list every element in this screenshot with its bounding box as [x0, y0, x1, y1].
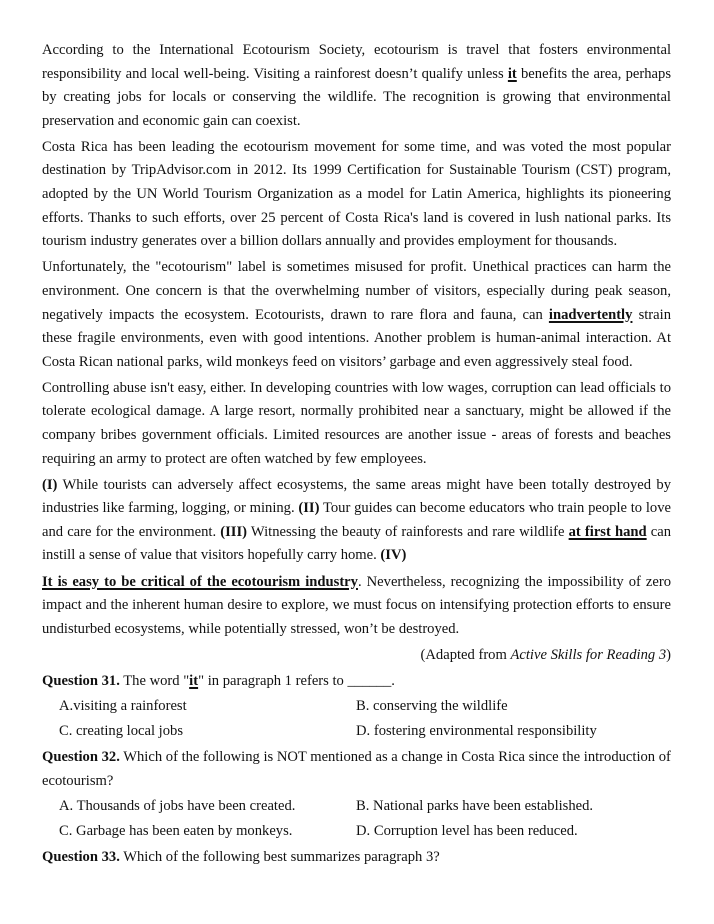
source-citation	[42, 644, 671, 668]
position-marker-II: (II)	[298, 500, 320, 517]
text: While tourists can adversely affect ecosystems, the same areas might have been totally destroyed by industries like farming, logging, or mining.	[42, 476, 671, 517]
text: Which of the following is NOT mentioned as a change in Costa Rica since the introduction of ecotourism?	[42, 748, 671, 790]
question-33	[42, 845, 671, 870]
question-31	[42, 669, 671, 745]
highlighted-sentence: It is easy to be critical of the ecotourism industry	[42, 573, 358, 590]
option-d[interactable]: D. fostering environmental responsibility	[356, 723, 597, 740]
passage-paragraph-3	[42, 256, 671, 374]
question-32	[42, 745, 671, 845]
position-marker-IV: (IV)	[380, 547, 407, 564]
question-stem	[42, 669, 671, 694]
answer-options	[42, 694, 671, 745]
position-marker-III: (III)	[220, 523, 248, 540]
text: strain these fragile environments, even with good intentions. Another problem is human-animal interaction. At Costa Rican national parks, wild monkeys feed on visitors’ garbage and even aggressively steal food.	[42, 306, 671, 370]
highlighted-word-inadvertently: inadvertently	[548, 306, 633, 323]
highlighted-word-it: it	[507, 65, 517, 82]
question-label: Question 33.	[42, 848, 120, 865]
passage-paragraph-5	[42, 474, 671, 568]
option-b[interactable]: B. National parks have been established.	[356, 797, 594, 814]
highlighted-word-it: it	[189, 673, 199, 690]
passage-paragraph-2: Costa Rica has been leading the ecotourism movement for some time, and was voted the most popular destination by TripAdvisor.com in 2012. Its 1999 Certification for Sustainable Tourism (CST) program, adopted by the UN World Tourism Organization as a model for Latin America, highlights its pioneering efforts. Thanks to such efforts, over 25 percent of Costa Rica's land is covered in lush national parks. Its tourism industry generates over a billion dollars annually and provides employment for thousands.	[42, 138, 671, 250]
text: )	[666, 646, 671, 663]
option-d[interactable]: D. Corruption level has been reduced.	[356, 823, 578, 840]
option-a[interactable]: A.visiting a rainforest	[59, 697, 187, 714]
option-c[interactable]: C. Garbage has been eaten by monkeys.	[59, 823, 293, 840]
text: benefits the area, perhaps by creating jobs for locals or conserving the wildlife. The recognition is growing that environmental preservation and economic gain can coexist.	[42, 65, 671, 129]
position-marker-I: (I)	[42, 476, 58, 493]
question-stem	[42, 845, 671, 870]
text: " in paragraph 1 refers to ______.	[198, 673, 395, 690]
question-stem	[42, 745, 671, 794]
passage-paragraph-4: Controlling abuse isn't easy, either. In developing countries with low wages, corruption can lead officials to tolerate ecological damage. A large resort, normally prohibited near a sanctuary, might be allowed if the company bribes government officials. Limited resources are another issue - areas of forests and beaches requiring an army to protect are often watched by few employees.	[42, 379, 671, 467]
text: Unfortunately, the "ecotourism" label is sometimes misused for profit. Unethical practices can harm the environment. One concern is that the overwhelming number of visitors, especially during peak season, negatively impacts the ecosystem. Ecotourists, drawn to rare flora and fauna, can	[42, 259, 671, 323]
answer-options	[42, 794, 671, 845]
option-c[interactable]: C. creating local jobs	[59, 723, 184, 740]
text: Which of the following best summarizes paragraph 3?	[119, 848, 440, 865]
option-a[interactable]: A. Thousands of jobs have been created.	[59, 797, 296, 814]
text: According to the International Ecotourism Society, ecotourism is travel that fosters environmental responsibility and local well-being. Visiting a rainforest doesn’t qualify unless	[42, 42, 671, 82]
passage-paragraph-1	[42, 39, 671, 133]
text: Witnessing the beauty of rainforests and rare wildlife	[247, 523, 569, 540]
option-b[interactable]: B. conserving the wildlife	[356, 697, 508, 714]
question-label: Question 32.	[42, 748, 120, 765]
text: . Nevertheless, recognizing the impossibility of zero impact and the inherent human desire to explore, we must focus on intensifying protection efforts to ensure undisturbed ecosystems, while potentially stressed, won’t be destroyed.	[42, 573, 671, 637]
text: can instill a sense of value that visitors hopefully carry home.	[42, 523, 672, 564]
text: Tour guides can become educators who train people to love and care for the environment.	[42, 500, 671, 540]
text: The word "	[119, 673, 190, 690]
highlighted-phrase-at-first-hand: at first hand	[568, 523, 647, 540]
text: (Adapted from	[420, 646, 511, 663]
passage-paragraph-6	[42, 571, 671, 642]
source-title: Active Skills for Reading 3	[510, 646, 667, 663]
question-label: Question 31.	[42, 673, 120, 690]
